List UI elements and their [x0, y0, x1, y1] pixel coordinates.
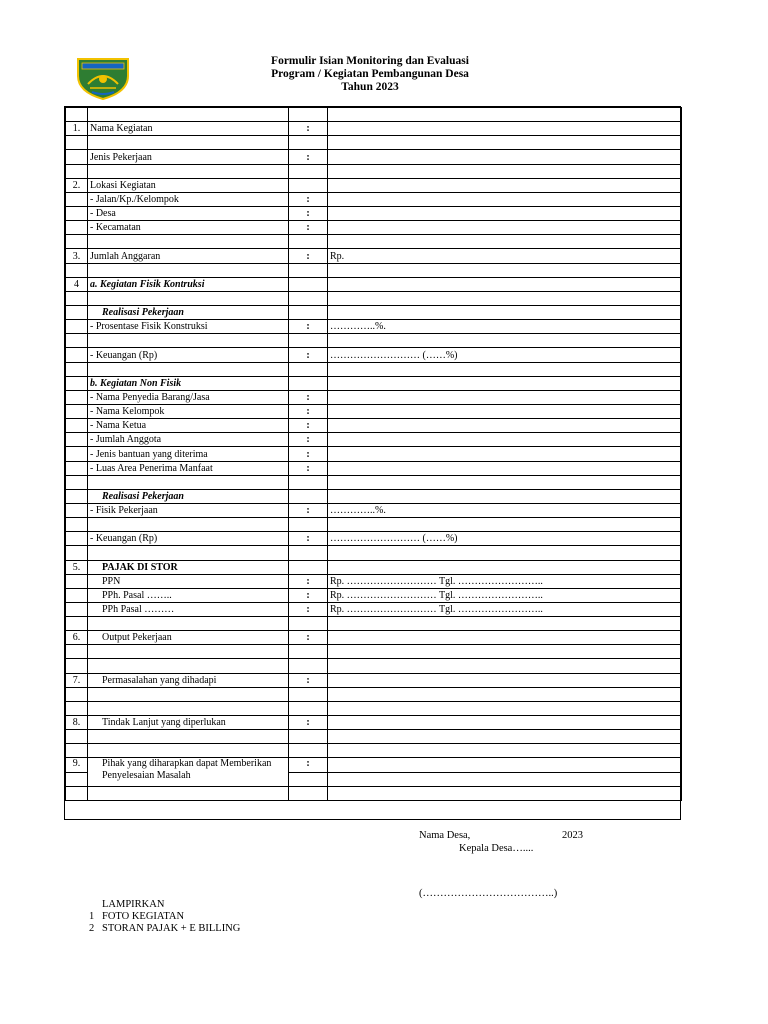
row-colon: :	[289, 390, 328, 404]
row-colon	[289, 546, 328, 560]
attachment-number-1: 1	[89, 911, 95, 922]
row-value[interactable]	[328, 206, 682, 220]
row-value[interactable]	[328, 758, 682, 772]
row-value[interactable]	[328, 178, 682, 192]
row-value[interactable]	[328, 404, 682, 418]
row-label: - Nama Penyedia Barang/Jasa	[88, 390, 289, 404]
form-row	[66, 602, 682, 616]
row-colon: :	[289, 320, 328, 334]
signature-name-line: (………………………………..)	[419, 888, 558, 899]
row-colon: :	[289, 716, 328, 730]
row-colon	[289, 362, 328, 376]
form-row	[66, 404, 682, 418]
row-colon	[289, 518, 328, 532]
row-colon	[289, 164, 328, 178]
form-row	[66, 758, 682, 772]
row-label	[88, 334, 289, 348]
row-value[interactable]	[328, 560, 682, 574]
row-colon	[289, 744, 328, 758]
row-number	[66, 447, 88, 461]
row-colon: :	[289, 150, 328, 164]
row-label: PAJAK DI STOR	[88, 560, 289, 574]
form-row	[66, 588, 682, 602]
row-value[interactable]	[328, 263, 682, 277]
row-number	[66, 503, 88, 517]
row-colon: :	[289, 461, 328, 475]
row-number	[66, 136, 88, 150]
row-colon: :	[289, 588, 328, 602]
form-row	[66, 518, 682, 532]
row-label: - Fisik Pekerjaan	[88, 503, 289, 517]
form-row	[66, 433, 682, 447]
form-row	[66, 489, 682, 503]
form-row	[66, 419, 682, 433]
row-number	[66, 546, 88, 560]
form-title: Formulir Isian Monitoring dan Evaluasi	[271, 55, 469, 67]
row-value[interactable]	[328, 730, 682, 744]
row-number	[66, 687, 88, 701]
row-label: Permasalahan yang dihadapi	[88, 673, 289, 687]
attachment-item-1: FOTO KEGIATAN	[102, 911, 185, 922]
row-number: 5.	[66, 560, 88, 574]
form-row	[66, 390, 682, 404]
form-row	[66, 617, 682, 631]
row-number	[66, 164, 88, 178]
row-number: 1.	[66, 122, 88, 136]
row-label	[88, 518, 289, 532]
row-value[interactable]	[328, 786, 682, 800]
row-number	[66, 602, 88, 616]
row-label: - Jenis bantuan yang diterima	[88, 447, 289, 461]
row-number	[66, 744, 88, 758]
row-label	[88, 701, 289, 715]
row-number	[66, 786, 88, 800]
row-colon: :	[289, 447, 328, 461]
row-value[interactable]	[328, 291, 682, 305]
row-value[interactable]	[328, 744, 682, 758]
form-row	[66, 206, 682, 220]
form-row	[66, 744, 682, 758]
row-colon	[289, 305, 328, 319]
row-colon: :	[289, 221, 328, 235]
row-colon	[289, 376, 328, 390]
row-number	[66, 291, 88, 305]
row-value[interactable]: Rp.	[328, 249, 682, 263]
row-value[interactable]	[328, 772, 682, 786]
row-number: 2.	[66, 178, 88, 192]
row-value[interactable]	[328, 701, 682, 715]
row-value[interactable]	[328, 673, 682, 687]
row-number	[66, 588, 88, 602]
row-label: - Jumlah Anggota	[88, 433, 289, 447]
row-number	[66, 617, 88, 631]
row-colon	[289, 136, 328, 150]
form-row	[66, 178, 682, 192]
row-colon	[289, 730, 328, 744]
row-colon	[289, 108, 328, 122]
row-label	[88, 730, 289, 744]
row-label: - Kecamatan	[88, 221, 289, 235]
form-row	[66, 108, 682, 122]
row-colon	[289, 786, 328, 800]
row-value[interactable]	[328, 716, 682, 730]
row-number	[66, 320, 88, 334]
row-label: - Keuangan (Rp)	[88, 348, 289, 362]
row-colon	[289, 334, 328, 348]
row-value[interactable]: Rp. ……………………… Tgl. ……………………..	[328, 588, 682, 602]
row-value[interactable]	[328, 150, 682, 164]
form-row	[66, 631, 682, 645]
row-label: b. Kegiatan Non Fisik	[88, 376, 289, 390]
row-colon	[289, 687, 328, 701]
row-number	[66, 305, 88, 319]
row-label	[88, 108, 289, 122]
form-row	[66, 150, 682, 164]
row-label	[88, 687, 289, 701]
row-value[interactable]	[328, 390, 682, 404]
row-colon	[289, 560, 328, 574]
row-number	[66, 108, 88, 122]
row-value[interactable]: ……………………… (……%)	[328, 532, 682, 546]
row-colon	[289, 235, 328, 249]
row-number	[66, 390, 88, 404]
row-colon: :	[289, 249, 328, 263]
row-value[interactable]	[328, 433, 682, 447]
row-colon: :	[289, 532, 328, 546]
row-value[interactable]	[328, 419, 682, 433]
row-label	[88, 136, 289, 150]
row-number	[66, 461, 88, 475]
row-colon: :	[289, 673, 328, 687]
row-colon	[289, 263, 328, 277]
row-colon: :	[289, 574, 328, 588]
row-value[interactable]	[328, 376, 682, 390]
row-colon	[289, 659, 328, 673]
form-row	[66, 376, 682, 390]
row-number	[66, 362, 88, 376]
row-number	[66, 235, 88, 249]
row-label	[88, 263, 289, 277]
form-row	[66, 122, 682, 136]
form-row	[66, 334, 682, 348]
row-colon	[289, 178, 328, 192]
row-value[interactable]	[328, 659, 682, 673]
row-number	[66, 192, 88, 206]
row-label	[88, 744, 289, 758]
row-label	[88, 362, 289, 376]
form-row	[66, 560, 682, 574]
row-number: 4	[66, 277, 88, 291]
row-value[interactable]: Rp. ……………………… Tgl. ……………………..	[328, 602, 682, 616]
row-label	[88, 617, 289, 631]
row-value[interactable]	[328, 108, 682, 122]
form-subtitle: Program / Kegiatan Pembangunan Desa	[271, 68, 469, 80]
row-value[interactable]	[328, 122, 682, 136]
form-row	[66, 277, 682, 291]
row-colon	[289, 277, 328, 291]
form-row	[66, 263, 682, 277]
row-value[interactable]	[328, 221, 682, 235]
row-colon	[289, 475, 328, 489]
attachment-number-2: 2	[89, 923, 95, 934]
row-number	[66, 206, 88, 220]
form-row	[66, 786, 682, 800]
row-number	[66, 150, 88, 164]
form-row	[66, 192, 682, 206]
row-colon: :	[289, 433, 328, 447]
row-colon: :	[289, 419, 328, 433]
form-row	[66, 305, 682, 319]
row-label: Jenis Pekerjaan	[88, 150, 289, 164]
row-number: 8.	[66, 716, 88, 730]
row-label	[88, 291, 289, 305]
form-row	[66, 574, 682, 588]
row-label	[88, 164, 289, 178]
row-number	[66, 263, 88, 277]
row-number	[66, 489, 88, 503]
row-value[interactable]	[328, 362, 682, 376]
village-name-label: Nama Desa,	[419, 830, 471, 841]
row-number	[66, 659, 88, 673]
row-value[interactable]	[328, 645, 682, 659]
row-number	[66, 419, 88, 433]
form-row	[66, 503, 682, 517]
row-colon	[289, 645, 328, 659]
row-value[interactable]	[328, 518, 682, 532]
form-row	[66, 687, 682, 701]
row-colon	[289, 489, 328, 503]
row-colon	[289, 772, 328, 786]
row-colon	[289, 617, 328, 631]
village-head-title: Kepala Desa…....	[459, 843, 534, 854]
row-value[interactable]	[328, 461, 682, 475]
row-value[interactable]: …………..%.	[328, 320, 682, 334]
row-label: Realisasi Pekerjaan	[88, 305, 289, 319]
row-colon	[289, 291, 328, 305]
form-row	[66, 716, 682, 730]
row-number	[66, 532, 88, 546]
row-label	[88, 645, 289, 659]
form-row	[66, 235, 682, 249]
row-colon: :	[289, 602, 328, 616]
row-label: - Luas Area Penerima Manfaat	[88, 461, 289, 475]
row-value[interactable]	[328, 687, 682, 701]
form-row	[66, 221, 682, 235]
row-colon: :	[289, 206, 328, 220]
row-number	[66, 348, 88, 362]
row-number	[66, 518, 88, 532]
row-label: a. Kegiatan Fisik Kontruksi	[88, 277, 289, 291]
row-value[interactable]	[328, 631, 682, 645]
row-value[interactable]	[328, 277, 682, 291]
row-number	[66, 772, 88, 786]
row-colon: :	[289, 758, 328, 772]
row-value[interactable]: …………..%.	[328, 503, 682, 517]
row-colon: :	[289, 122, 328, 136]
row-value[interactable]	[328, 136, 682, 150]
row-number: 7.	[66, 673, 88, 687]
row-label: - Nama Kelompok	[88, 404, 289, 418]
row-value[interactable]: Rp. ……………………… Tgl. ……………………..	[328, 574, 682, 588]
row-number	[66, 574, 88, 588]
row-number	[66, 376, 88, 390]
form-row	[66, 348, 682, 362]
attachments-heading: LAMPIRKAN	[102, 899, 165, 910]
row-number	[66, 334, 88, 348]
row-label	[88, 659, 289, 673]
form-row	[66, 249, 682, 263]
row-number: 6.	[66, 631, 88, 645]
row-value[interactable]	[328, 489, 682, 503]
row-value[interactable]: ……………………… (……%)	[328, 348, 682, 362]
row-label: Pihak yang diharapkan dapat Memberikan Penyelesaian Masalah	[88, 758, 289, 786]
row-label	[88, 546, 289, 560]
row-number: 9.	[66, 758, 88, 772]
row-value[interactable]	[328, 447, 682, 461]
form-row	[66, 546, 682, 560]
row-value[interactable]	[328, 475, 682, 489]
regency-crest-icon	[76, 56, 130, 100]
form-row	[66, 136, 682, 150]
row-label: Jumlah Anggaran	[88, 249, 289, 263]
row-number	[66, 730, 88, 744]
form-row	[66, 532, 682, 546]
form-row	[66, 447, 682, 461]
form-year: Tahun 2023	[341, 81, 399, 93]
row-label: - Desa	[88, 206, 289, 220]
row-label	[88, 786, 289, 800]
row-colon: :	[289, 503, 328, 517]
row-number	[66, 433, 88, 447]
form-row	[66, 673, 682, 687]
row-number	[66, 404, 88, 418]
row-label: PPN	[88, 574, 289, 588]
row-value[interactable]	[328, 192, 682, 206]
row-colon: :	[289, 631, 328, 645]
form-row	[66, 461, 682, 475]
row-label: - Keuangan (Rp)	[88, 532, 289, 546]
row-number	[66, 475, 88, 489]
row-number	[66, 701, 88, 715]
row-colon: :	[289, 404, 328, 418]
row-label: PPh Pasal ………	[88, 602, 289, 616]
row-value[interactable]	[328, 235, 682, 249]
row-label: Lokasi Kegiatan	[88, 178, 289, 192]
row-value[interactable]	[328, 305, 682, 319]
form-row	[66, 701, 682, 715]
row-colon: :	[289, 192, 328, 206]
row-colon: :	[289, 348, 328, 362]
row-number	[66, 645, 88, 659]
row-colon	[289, 701, 328, 715]
form-row	[66, 645, 682, 659]
row-number: 3.	[66, 249, 88, 263]
attachment-item-2: STORAN PAJAK + E BILLING	[102, 923, 241, 934]
form-row	[66, 730, 682, 744]
row-label	[88, 475, 289, 489]
row-value[interactable]	[328, 334, 682, 348]
row-label	[88, 235, 289, 249]
row-label: - Nama Ketua	[88, 419, 289, 433]
row-label: Realisasi Pekerjaan	[88, 489, 289, 503]
monitoring-form-table	[65, 107, 682, 801]
form-row	[66, 659, 682, 673]
row-value[interactable]	[328, 164, 682, 178]
form-row	[66, 320, 682, 334]
row-label: Nama Kegiatan	[88, 122, 289, 136]
row-label: - Prosentase Fisik Konstruksi	[88, 320, 289, 334]
row-label: Output Pekerjaan	[88, 631, 289, 645]
form-row	[66, 362, 682, 376]
form-row	[66, 291, 682, 305]
row-value[interactable]	[328, 617, 682, 631]
form-row	[66, 475, 682, 489]
row-label: Tindak Lanjut yang diperlukan	[88, 716, 289, 730]
row-value[interactable]	[328, 546, 682, 560]
row-number	[66, 221, 88, 235]
row-label: - Jalan/Kp./Kelompok	[88, 192, 289, 206]
form-row	[66, 164, 682, 178]
row-label: PPh. Pasal ……..	[88, 588, 289, 602]
signature-year: 2023	[562, 830, 583, 841]
